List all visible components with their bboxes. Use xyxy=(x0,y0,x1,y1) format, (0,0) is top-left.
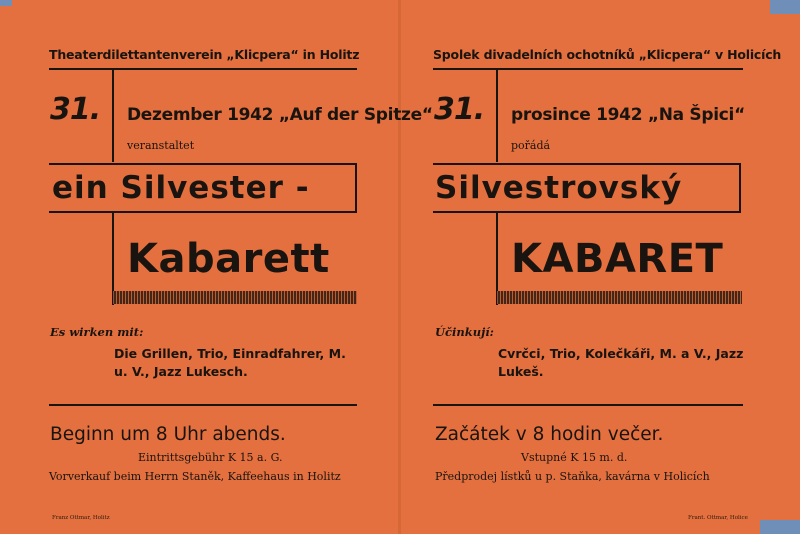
presents-text: veranstaltet xyxy=(127,139,195,152)
title-box-top xyxy=(433,163,741,165)
association-header: Theaterdilettantenverein „Klicpera“ in Holitz xyxy=(49,47,360,62)
date-title: prosince 1942 „Na Špici“ xyxy=(511,105,745,125)
performers-list: Cvrčci, Trio, Kolečkáři, M. a V., Jazz Lukeš. xyxy=(498,346,744,379)
date-divider xyxy=(496,70,498,162)
printer-imprint: Frant. Ottmar, Holice xyxy=(688,515,748,521)
performers-label: Účinkují: xyxy=(435,325,494,339)
printer-imprint: Franz Ottmar, Holitz xyxy=(52,515,110,521)
background-corner xyxy=(760,520,800,534)
title-box-right xyxy=(739,163,741,213)
association-header: Spolek divadelních ochotníků „Klicpera“ v Holicích xyxy=(433,47,782,62)
start-time: Beginn um 8 Uhr abends. xyxy=(50,424,286,445)
event-title-line1: Silvestrovský xyxy=(435,170,683,206)
presale-info: Předprodej lístků u p. Staňka, kavárna v Holicích xyxy=(435,470,710,483)
admission-fee: Vstupné K 15 m. d. xyxy=(521,451,628,464)
presents-text: pořádá xyxy=(511,139,551,152)
event-title-line2: Kabarett xyxy=(127,236,330,282)
date-divider xyxy=(112,70,114,162)
header-rule xyxy=(433,68,743,70)
day-number: 31. xyxy=(434,92,485,127)
title-box-right xyxy=(355,163,357,213)
header-rule xyxy=(49,68,357,70)
title-box-top xyxy=(49,163,357,165)
event-title-line1: ein Silvester - xyxy=(52,170,310,206)
footer-rule xyxy=(49,404,357,406)
event-title-line2: KABARET xyxy=(511,236,724,282)
decorative-hatch-bar xyxy=(113,291,357,304)
background-corner xyxy=(0,0,12,6)
title-box-bottom xyxy=(49,211,357,213)
date-title: Dezember 1942 „Auf der Spitze“ xyxy=(127,105,433,125)
title-box-bottom xyxy=(433,211,741,213)
decorative-hatch-bar xyxy=(497,291,742,304)
presale-info: Vorverkauf beim Herrn Staněk, Kaffeehaus in Holitz xyxy=(49,470,341,483)
performers-list: Die Grillen, Trio, Einradfahrer, M. u. V., Jazz Lukesch. xyxy=(114,346,346,379)
footer-rule xyxy=(433,404,743,406)
admission-fee: Eintrittsgebühr K 15 a. G. xyxy=(138,451,283,464)
background-corner xyxy=(770,0,800,14)
day-number: 31. xyxy=(50,92,101,127)
center-fold xyxy=(398,0,401,534)
start-time: Začátek v 8 hodin večer. xyxy=(435,424,664,445)
performers-label: Es wirken mit: xyxy=(50,325,144,339)
